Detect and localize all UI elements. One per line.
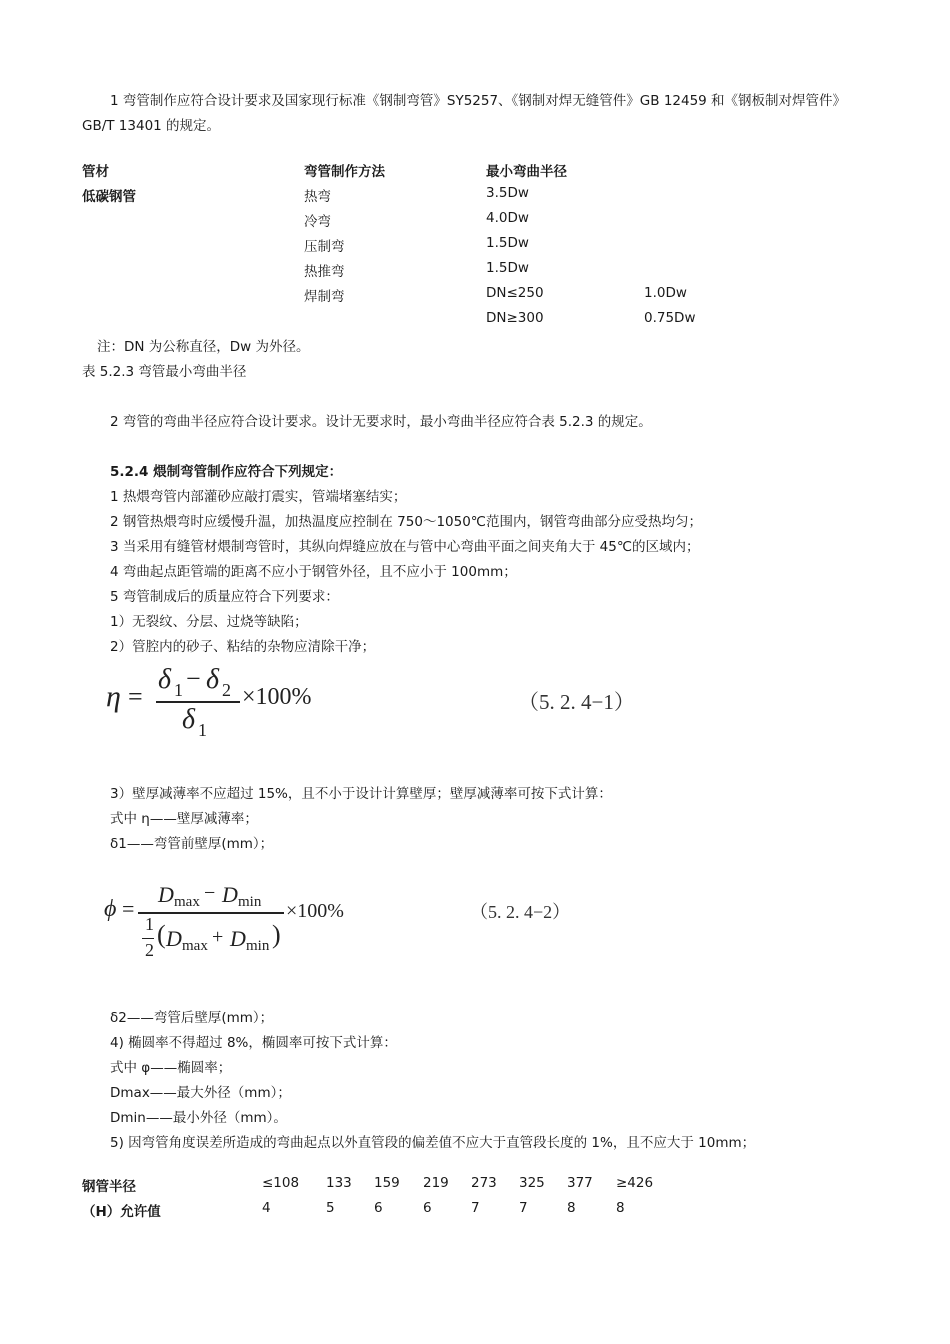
- tolerance-cell: 377: [567, 1175, 593, 1191]
- formula-2-plus: +: [212, 926, 224, 948]
- paragraph-2: 2 弯管的弯曲半径应符合设计要求。设计无要求时，最小弯曲半径应符合表 5.2.3 的规定。: [110, 414, 652, 430]
- formula-2-den-dmin: D: [230, 926, 246, 951]
- formula-2-num-min: min: [238, 894, 262, 910]
- formula-1-equals: =: [128, 682, 143, 711]
- tolerance-cell: ≤108: [262, 1175, 300, 1191]
- tolerance-cell: 273: [471, 1175, 497, 1191]
- table-cell-radius: 1.5Dw: [486, 260, 529, 276]
- table-note: 注：DN 为公称直径，Dw 为外径。: [97, 339, 310, 355]
- tolerance-cell: 133: [326, 1175, 352, 1191]
- tolerance-cell: 325: [519, 1175, 545, 1191]
- tolerance-cell: 4: [262, 1200, 271, 1216]
- table-cell-method: 热推弯: [304, 264, 345, 280]
- table-cell-radius: 1.5Dw: [486, 235, 529, 251]
- table-cell-radius: DN≤250: [486, 285, 544, 301]
- text-line: δ1——弯管前壁厚(mm）；: [110, 836, 274, 852]
- tolerance-cell: 7: [519, 1200, 528, 1216]
- formula-1-lhs: η: [106, 680, 121, 713]
- text-line: 式中 φ——椭圆率；: [110, 1060, 232, 1076]
- list-item: 1）无裂纹、分层、过烧等缺陷；: [110, 614, 308, 630]
- formula-2-minus: −: [204, 882, 216, 904]
- formula-1-fraction-bar: [156, 701, 240, 703]
- table-cell-method: 热弯: [304, 189, 331, 205]
- text-line: 4) 椭圆率不得超过 8%，椭圆率可按下式计算：: [110, 1035, 397, 1051]
- tolerance-row2-label: （H）允许值: [82, 1204, 161, 1220]
- formula-1-number: （5. 2. 4−1）: [518, 690, 635, 714]
- formula-2-num-max: max: [174, 894, 200, 910]
- table-cell-radius: DN≥300: [486, 310, 544, 326]
- table-cell-method: 焊制弯: [304, 289, 345, 305]
- tolerance-cell: 8: [567, 1200, 576, 1216]
- tolerance-cell: 6: [423, 1200, 432, 1216]
- tolerance-cell: 6: [374, 1200, 383, 1216]
- table-cell-extra: 1.0Dw: [644, 285, 687, 301]
- formula-1-numerator-b-sub: 2: [222, 680, 231, 700]
- formula-2-equals: =: [122, 896, 135, 921]
- formula-2-half-numerator: 1: [145, 914, 154, 934]
- formula-2-lparen: (: [157, 920, 166, 949]
- tolerance-cell: 219: [423, 1175, 449, 1191]
- formula-1-numerator-b: δ: [206, 664, 220, 695]
- tolerance-row1-label: 钢管半径: [82, 1179, 136, 1195]
- formula-2-lhs: ϕ: [104, 896, 117, 922]
- text-line: Dmin——最小外径（mm）。: [110, 1110, 287, 1126]
- table-cell-method: 冷弯: [304, 214, 331, 230]
- text-line: 式中 η——壁厚减薄率；: [110, 811, 258, 827]
- intro-paragraph: 1 弯管制作应符合设计要求及国家现行标准《钢制弯管》SY5257、《钢制对焊无缝管件》GB 12459 和《钢板制对焊管件》GB/T 13401 的规定。: [82, 93, 847, 134]
- formula-1-numerator-a-sub: 1: [174, 680, 183, 700]
- text-line: δ2——弯管后壁厚(mm）；: [110, 1010, 274, 1026]
- table-cell-radius: 4.0Dw: [486, 210, 529, 226]
- table-cell-method: 压制弯: [304, 239, 345, 255]
- list-item: 5 弯管制成后的质量应符合下列要求：: [110, 589, 339, 605]
- formula-2-number: （5. 2. 4−2）: [470, 902, 571, 922]
- formula-2-num-dmin: D: [222, 882, 238, 907]
- tolerance-cell: 7: [471, 1200, 480, 1216]
- tolerance-cell: 8: [616, 1200, 625, 1216]
- formula-2-den-min: min: [246, 938, 270, 954]
- text-line: 5) 因弯管角度误差所造成的弯曲起点以外直管段的偏差值不应大于直管段长度的 1%，且不应大于 10mm；: [110, 1135, 756, 1151]
- list-item: 3 当采用有缝管材煨制弯管时，其纵向焊缝应放在与管中心弯曲平面之间夹角大于 45℃的区域内；: [110, 539, 700, 555]
- formula-1-times: ×100%: [242, 684, 312, 710]
- formula-1-minus: −: [186, 664, 201, 693]
- text-line: Dmax——最大外径（mm）；: [110, 1085, 291, 1101]
- list-item: 2）管腔内的砂子、粘结的杂物应清除干净；: [110, 639, 376, 655]
- formula-1-denominator: δ: [182, 704, 196, 735]
- tolerance-cell: 5: [326, 1200, 335, 1216]
- section-heading: 5.2.4 煨制弯管制作应符合下列规定：: [110, 464, 343, 480]
- table-material-cell: 低碳钢管: [82, 189, 136, 205]
- formula-2-fraction-bar: [138, 912, 284, 914]
- table-cell-radius: 3.5Dw: [486, 185, 529, 201]
- formula-2-times: ×100%: [286, 900, 344, 922]
- table-header-radius: 最小弯曲半径: [486, 164, 567, 180]
- table-caption: 表 5.2.3 弯管最小弯曲半径: [82, 364, 247, 380]
- formula-2-den-max: max: [182, 938, 208, 954]
- list-item: 2 钢管热煨弯时应缓慢升温，加热温度应控制在 750～1050℃范围内，钢管弯曲部分应受热均匀；: [110, 514, 702, 530]
- text-line: 3）壁厚减薄率不应超过 15%，且不小于设计计算壁厚；壁厚减薄率可按下式计算：: [110, 786, 612, 802]
- formula-2-half-denominator: 2: [145, 940, 154, 960]
- table-header-material: 管材: [82, 164, 109, 180]
- list-item: 1 热煨弯管内部灌砂应敲打震实，管端堵塞结实；: [110, 489, 407, 505]
- table-cell-extra: 0.75Dw: [644, 310, 696, 326]
- formula-1-numerator-a: δ: [158, 664, 172, 695]
- formula-2-den-dmax: D: [166, 926, 182, 951]
- tolerance-cell: 159: [374, 1175, 400, 1191]
- tolerance-cell: ≥426: [616, 1175, 654, 1191]
- table-header-method: 弯管制作方法: [304, 164, 385, 180]
- formula-2-rparen: ): [272, 920, 281, 949]
- list-item: 4 弯曲起点距管端的距离不应小于钢管外径，且不应小于 100mm；: [110, 564, 517, 580]
- formula-1-denominator-sub: 1: [198, 720, 207, 740]
- formula-2-num-dmax: D: [158, 882, 174, 907]
- formula-2-half-bar: [142, 938, 154, 939]
